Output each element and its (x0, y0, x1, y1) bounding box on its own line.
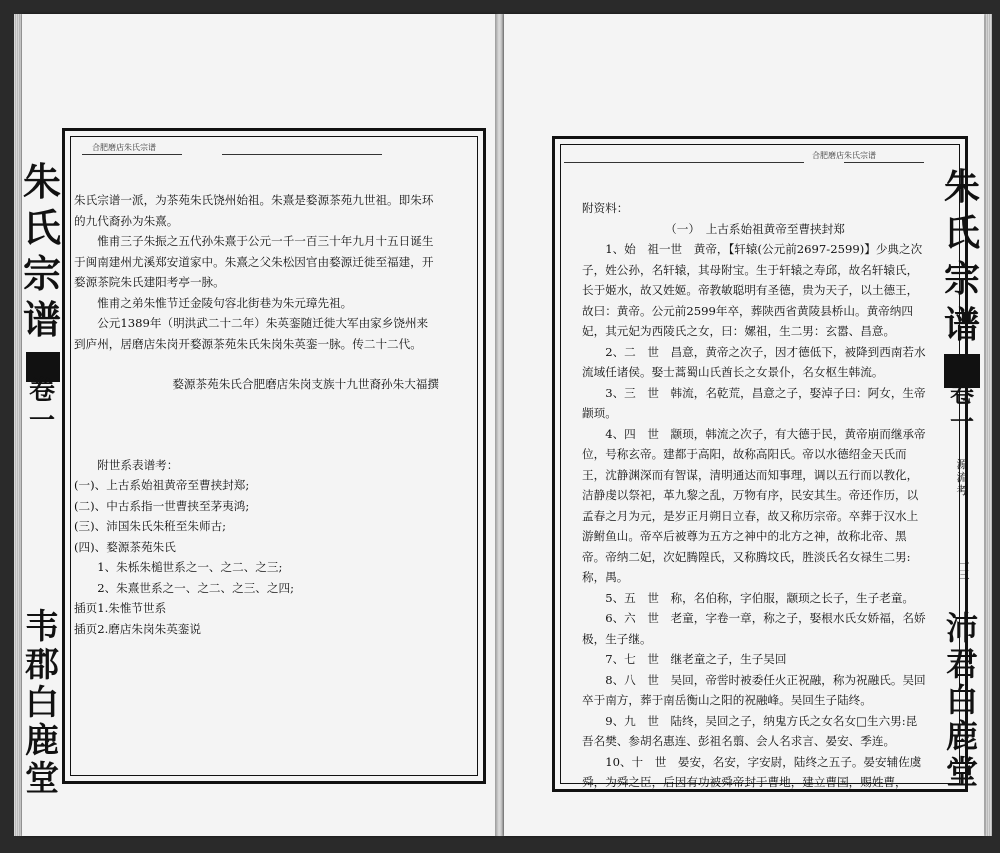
appendix-item: 插页2.磨店朱岗朱英銮说 (74, 621, 201, 636)
side-hall-name (942, 610, 982, 790)
right-body (582, 198, 928, 793)
entry: 9、九 世 陆终，吴回之子，纳鬼方氏之女名女□生六男:昆吾名樊、参胡名惠连、彭祖名翦、会人名求言、晏安、季连。 (582, 713, 918, 748)
appendix-item: (二)、中古系指一世曹挟至茅夷鸿; (74, 498, 250, 513)
page-number: 一三 (957, 558, 970, 580)
side-volume-char: 一 (28, 406, 55, 436)
side-title-char: 朱 (22, 159, 61, 204)
side-title-char: 宗 (22, 251, 61, 296)
entry: 4、四 世 颛顼，韩流之次子，有大德于民，黄帝崩而继承帝位，号称玄帝。建都于高阳，故称高阳氏。帝以水德绍金天氏而王，沈静渊深而有智谋，清明通达而知事理，调以五行而以教化，洁静虔以祭祀，革九黎之乱，万物有序，民安其生。帝还作历，以孟春之月为元，是岁正月朔日立春，故又称历宗帝。卒葬于汉水上游鲋鱼山。帝卒后被尊为五方之神中的北方之神，故称北帝、黑帝。帝纳二妃，次妃腾隍氏，又称腾坟氏，胜淡氏名女禄生二男:称，禺。 (582, 426, 926, 584)
entry: 1、始 祖一世 黄帝，【轩辕(公元前2697-2599)】少典之次子，姓公孙，名轩辕，其母附宝。生于轩辕之寿邱，故名轩辕氏，长于姬水，故又姓姬。帝教敏聪明有圣德，贵为天子，以土德王，故曰：黄帝。公元前2599年卒，葬陕西省黄陵县桥山。黄帝纳四妃，其元妃为西陵氏之女，曰：嫘祖，生二男：玄嚣、昌意。 (582, 242, 923, 338)
left-body (74, 190, 439, 639)
entry: 7、七 世 继老童之子，生子吴回 (605, 652, 787, 666)
paragraph: 朱氏宗谱一派，为茶苑朱氏饶州始祖。朱熹是婺源茶苑九世祖。即朱环的九代裔孙为朱熹。 (74, 193, 434, 228)
appendix-item: (四)、婺源茶苑朱氏 (74, 539, 176, 554)
side-hall-char: 韦 (25, 607, 59, 647)
appendix-item: 2、朱熹世系之一、之二、之三、之四; (97, 580, 294, 595)
side-hall-char: 白 (25, 683, 59, 723)
side-volume-char: 一 (950, 407, 974, 436)
side-title-char: 谱 (22, 297, 61, 342)
side-volume (22, 376, 62, 436)
paragraph: 惟甫三子朱振之五代孙朱熹于公元一千一百三十年九月十五日诞生于闽南建州尤溪郑安道家中。朱熹之父朱松因官由婺源迁徙至福建，开婺源茶院朱氏建阳考亭一脉。 (74, 234, 434, 289)
entry: 2、二 世 昌意，黄帝之次子，因才德低下，被降到西南若水流域任诸侯。娶士蒿蜀山氏酋长之女景仆，名女枢生韩流。 (582, 344, 926, 379)
paragraph: 公元1389年（明洪武二十二年）朱英銮随迁徙大军由家乡饶州来到庐州，居磨店朱岗开婺源茶苑朱氏朱岗朱英銮一脉。传二十二代。 (74, 316, 429, 351)
side-volume (942, 380, 982, 436)
appendix-item: 插页1.朱惟节世系 (74, 601, 167, 615)
running-header: 合肥磨店朱氏宗谱 (812, 151, 876, 160)
heading-pre: 附资料： (582, 201, 629, 215)
paragraph: 惟甫之弟朱惟节迁金陵句容北街巷为朱元璋先祖。 (97, 295, 353, 310)
appendix-item: (三)、沛国朱氏朱秹至朱师古; (74, 519, 227, 533)
side-title (942, 164, 982, 348)
side-volume-char: 卷 (950, 379, 974, 408)
side-section-char: 考 (956, 484, 968, 497)
side-volume-char: 卷 (28, 376, 55, 406)
side-title-char: 氏 (943, 212, 980, 254)
side-hall-char: 沛 (945, 609, 978, 647)
side-title-char: 谱 (943, 304, 980, 346)
side-hall-name (22, 608, 62, 798)
side-hall-char: 白 (945, 681, 978, 719)
appendix-item: (一)、上古系始祖黄帝至曹挟封郑; (74, 478, 250, 492)
entry: 10、十 世 晏安，名安，字安尉，陆终之五子。晏安辅佐虞舜，为舜之臣，后因有功被舜帝封于曹地，建立曹国，赐姓曹， (582, 754, 922, 789)
side-hall-char: 堂 (25, 759, 59, 799)
side-title-char: 氏 (22, 205, 61, 250)
side-title (22, 159, 62, 343)
right-page (504, 14, 984, 836)
side-hall-char: 郡 (25, 645, 59, 685)
running-header: 合肥磨店朱氏宗谱 (92, 143, 156, 152)
side-section-char: 流 (956, 471, 968, 484)
entry: 6、六 世 老童，字卷一章，称之子，娶根水氏女娇福，名娇极，生子继。 (582, 611, 926, 646)
left-page (22, 14, 496, 836)
side-hall-char: 君 (945, 645, 978, 683)
side-section-char: 源 (956, 458, 968, 471)
side-hall-char: 鹿 (25, 721, 59, 761)
side-title-char: 宗 (943, 258, 980, 300)
side-hall-char: 鹿 (945, 717, 978, 755)
appendix-title: 附世系表谱考： (97, 457, 179, 472)
entry: 3、三 世 韩流，名乾荒，昌意之子，娶淖子曰：阿女，生帝颛顼。 (582, 385, 926, 420)
side-title-char: 朱 (943, 166, 980, 208)
entry: 5、五 世 称，名伯称，字伯服，颛顼之长子，生子老童。 (605, 590, 915, 605)
side-hall-char: 堂 (945, 753, 978, 791)
section-title: （一） 上古系始祖黄帝至曹挟封郑 (665, 221, 845, 236)
entry: 8、八 世 吴回，帝喾时被委任火正祝融，称为祝融氏。吴回卒于南方，葬于南岳衡山之阳的祝融峰。吴回生子陆终。 (582, 672, 926, 707)
side-section (954, 458, 970, 497)
appendix-item: 1、朱栎朱槌世系之一、之二、之三; (97, 560, 283, 574)
signature: 婺源茶苑朱氏合肥磨店朱岗支族十九世裔孙朱大福撰 (172, 377, 439, 391)
